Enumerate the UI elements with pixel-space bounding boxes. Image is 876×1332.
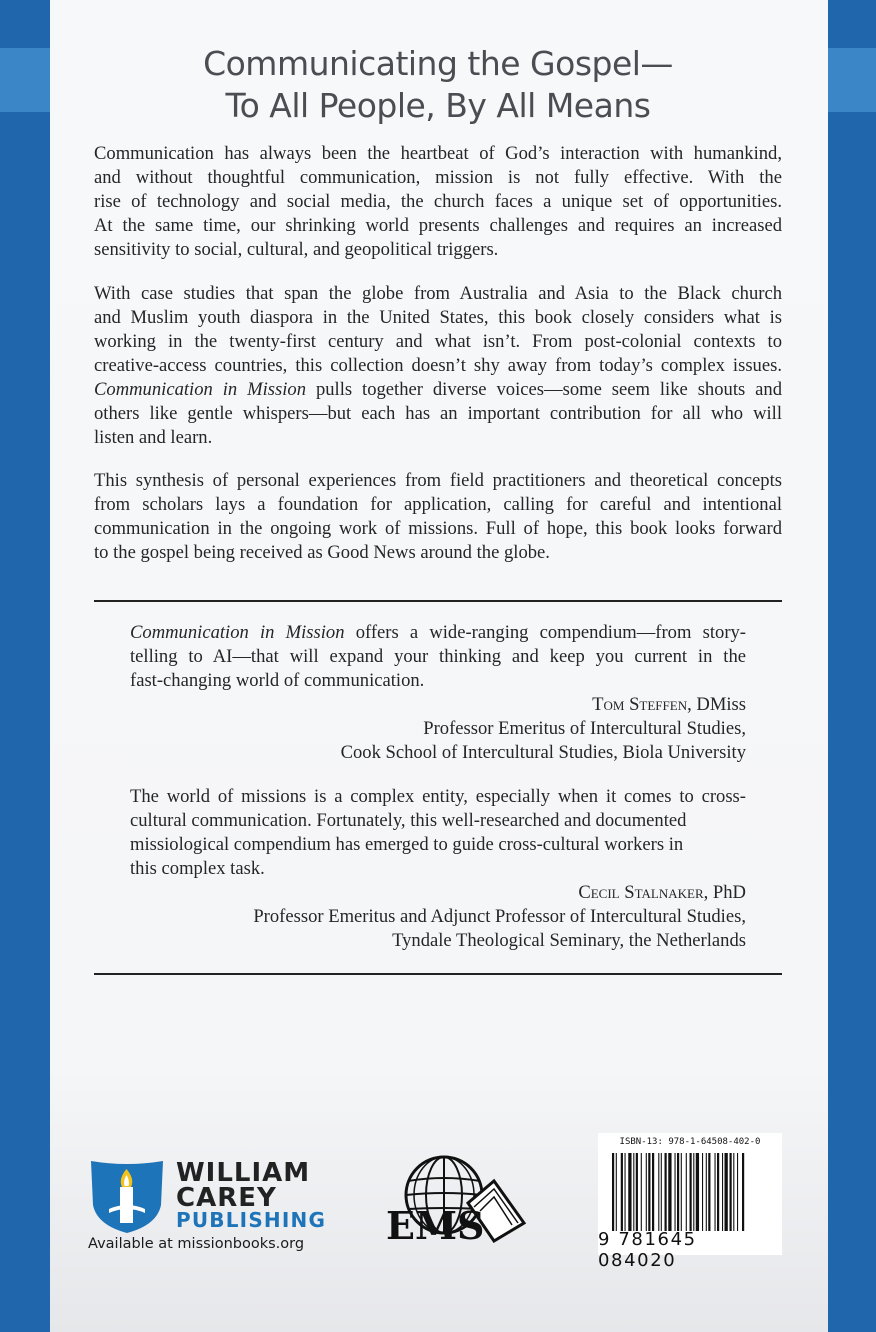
barcode-bar	[706, 1153, 707, 1231]
endorsement-line: fast-changing world of communication.	[130, 670, 425, 691]
barcode-bar	[693, 1153, 694, 1231]
barcode-bar	[675, 1153, 676, 1231]
isbn-barcode	[598, 1133, 782, 1271]
barcode-bar	[737, 1153, 738, 1231]
barcode-bar	[730, 1153, 732, 1231]
description-paragraph-3	[94, 469, 782, 565]
endorser-name-smallcaps: Cecil Stalnaker	[578, 882, 704, 903]
paragraph-line: others like gentle whispers—but each has an important contribution for all who will	[94, 403, 782, 424]
cover-title-line-1: Communicating the Gospel—	[203, 44, 673, 83]
barcode-bar	[725, 1153, 728, 1231]
paragraph-line: and without thoughtful communication, mission is not fully effective. With the	[94, 167, 782, 188]
barcode-bar	[690, 1153, 692, 1231]
paragraph-line: rise of technology and social media, the church faces a unique set of opportunities.	[94, 191, 782, 212]
publisher-name-line-1: WILLIAM	[176, 1158, 311, 1188]
paragraph-line-rest: pulls together diverse voices—some seem like shouts and	[315, 379, 783, 400]
paragraph-line: With case studies that span the globe from Australia and Asia to the Black church	[94, 283, 782, 304]
endorsement-line: The world of missions is a complex entity, especially when it comes to cross-	[130, 786, 746, 807]
barcode-bar	[742, 1153, 744, 1231]
endorsements-top-rule	[94, 600, 782, 602]
barcode-bar	[633, 1153, 634, 1231]
endorsement-1	[130, 621, 746, 765]
barcode-bar	[636, 1153, 638, 1231]
right-edge-stripe	[828, 0, 876, 1332]
endorser-title: Professor Emeritus and Adjunct Professor of Intercultural Studies,	[253, 906, 746, 927]
barcode-bar	[681, 1153, 682, 1231]
barcode-bar	[677, 1153, 679, 1231]
barcode-bar	[661, 1153, 662, 1231]
barcode-bar	[715, 1153, 716, 1231]
endorser-affiliation: Cook School of Intercultural Studies, Biola University	[340, 742, 746, 763]
book-title-italic: Communication in Mission	[130, 622, 345, 643]
ems-logo-text: EMS	[386, 1203, 485, 1245]
paragraph-line: listen and learn.	[94, 427, 213, 448]
paragraph-line: creative-access countries, this collection doesn’t shy away from today’s complex issues.	[94, 355, 782, 376]
paragraph-line: Communication has always been the heartbeat of God’s interaction with humankind,	[94, 143, 782, 164]
publisher-name-line-2: CAREY	[176, 1183, 277, 1213]
description-paragraph-1	[94, 142, 782, 262]
barcode-bar	[668, 1153, 671, 1231]
endorsement-line: telling to AI—that will expand your thinking and keep you current in the	[130, 646, 746, 667]
barcode-bar	[717, 1153, 719, 1231]
barcode-bar	[612, 1153, 614, 1231]
paragraph-line-with-italic	[94, 378, 782, 402]
paragraph-line: This synthesis of personal experiences from field practitioners and theoretical concepts	[94, 470, 782, 491]
ems-globe-book-logo	[382, 1153, 530, 1245]
endorsement-2	[130, 785, 746, 953]
barcode-bar	[722, 1153, 723, 1231]
paragraph-line: and Muslim youth diaspora in the United States, this book closely considers what is	[94, 307, 782, 328]
paragraph-line: to the gospel being received as Good News around the globe.	[94, 542, 550, 563]
paragraph-line: communication in the ongoing work of missions. Full of hope, this book looks forward	[94, 518, 782, 539]
book-title-italic: Communication in Mission	[94, 379, 306, 400]
barcode-bar	[641, 1153, 642, 1231]
barcode-bar	[686, 1153, 687, 1231]
barcode-bar	[652, 1153, 654, 1231]
isbn-label: ISBN-13: 978-1-64508-402-0	[619, 1137, 761, 1147]
endorsement-line: cultural communication. Fortunately, this well-researched and documented	[130, 810, 687, 831]
barcode-bar	[665, 1153, 667, 1231]
endorsement-line: missiological compendium has emerged to guide cross-cultural workers in	[130, 834, 684, 855]
endorser-affiliation: Tyndale Theological Seminary, the Netherlands	[392, 930, 746, 951]
barcode-bar	[625, 1153, 626, 1231]
endorser-degree: , DMiss	[687, 694, 746, 715]
endorser-name	[130, 693, 746, 717]
barcode-bar	[646, 1153, 647, 1231]
publisher-name-line-3: PUBLISHING	[176, 1208, 327, 1232]
barcode-bar	[616, 1153, 617, 1231]
paragraph-line: working in the twenty-first century and what isn’t. From post-colonial contexts to	[94, 331, 782, 352]
endorser-name	[130, 881, 746, 905]
barcode-bar	[733, 1153, 734, 1231]
description-paragraph-2	[94, 282, 782, 450]
endorser-name-smallcaps: Tom Steffen	[592, 694, 688, 715]
paragraph-line: from scholars lays a foundation for application, calling for careful and intentional	[94, 494, 782, 515]
barcode-bar	[648, 1153, 650, 1231]
william-carey-shield-icon	[87, 1157, 167, 1235]
barcode-bar	[658, 1153, 659, 1231]
barcode-bar	[621, 1153, 623, 1231]
barcode-bars	[612, 1153, 778, 1231]
endorsement-line-with-italic	[130, 621, 746, 645]
barcode-bar	[628, 1153, 631, 1231]
endorser-title: Professor Emeritus of Intercultural Studies,	[423, 718, 746, 739]
paragraph-line: sensitivity to social, cultural, and geopolitical triggers.	[94, 239, 499, 260]
endorser-degree: , PhD	[703, 882, 746, 903]
cover-title-line-2: To All People, By All Means	[225, 86, 651, 125]
endorsement-line: this complex task.	[130, 858, 265, 879]
paragraph-line: At the same time, our shrinking world presents challenges and requires an increased	[94, 215, 782, 236]
barcode-bar	[696, 1153, 699, 1231]
availability-text: Available at missionbooks.org	[88, 1236, 305, 1252]
endorsements-bottom-rule	[94, 973, 782, 975]
barcode-digits: 9 781645 084020	[598, 1229, 697, 1271]
endorsement-line-rest: offers a wide-ranging compendium—from story-	[355, 622, 746, 643]
barcode-bar	[708, 1153, 710, 1231]
left-edge-stripe	[0, 0, 50, 1332]
barcode-bar	[702, 1153, 703, 1231]
